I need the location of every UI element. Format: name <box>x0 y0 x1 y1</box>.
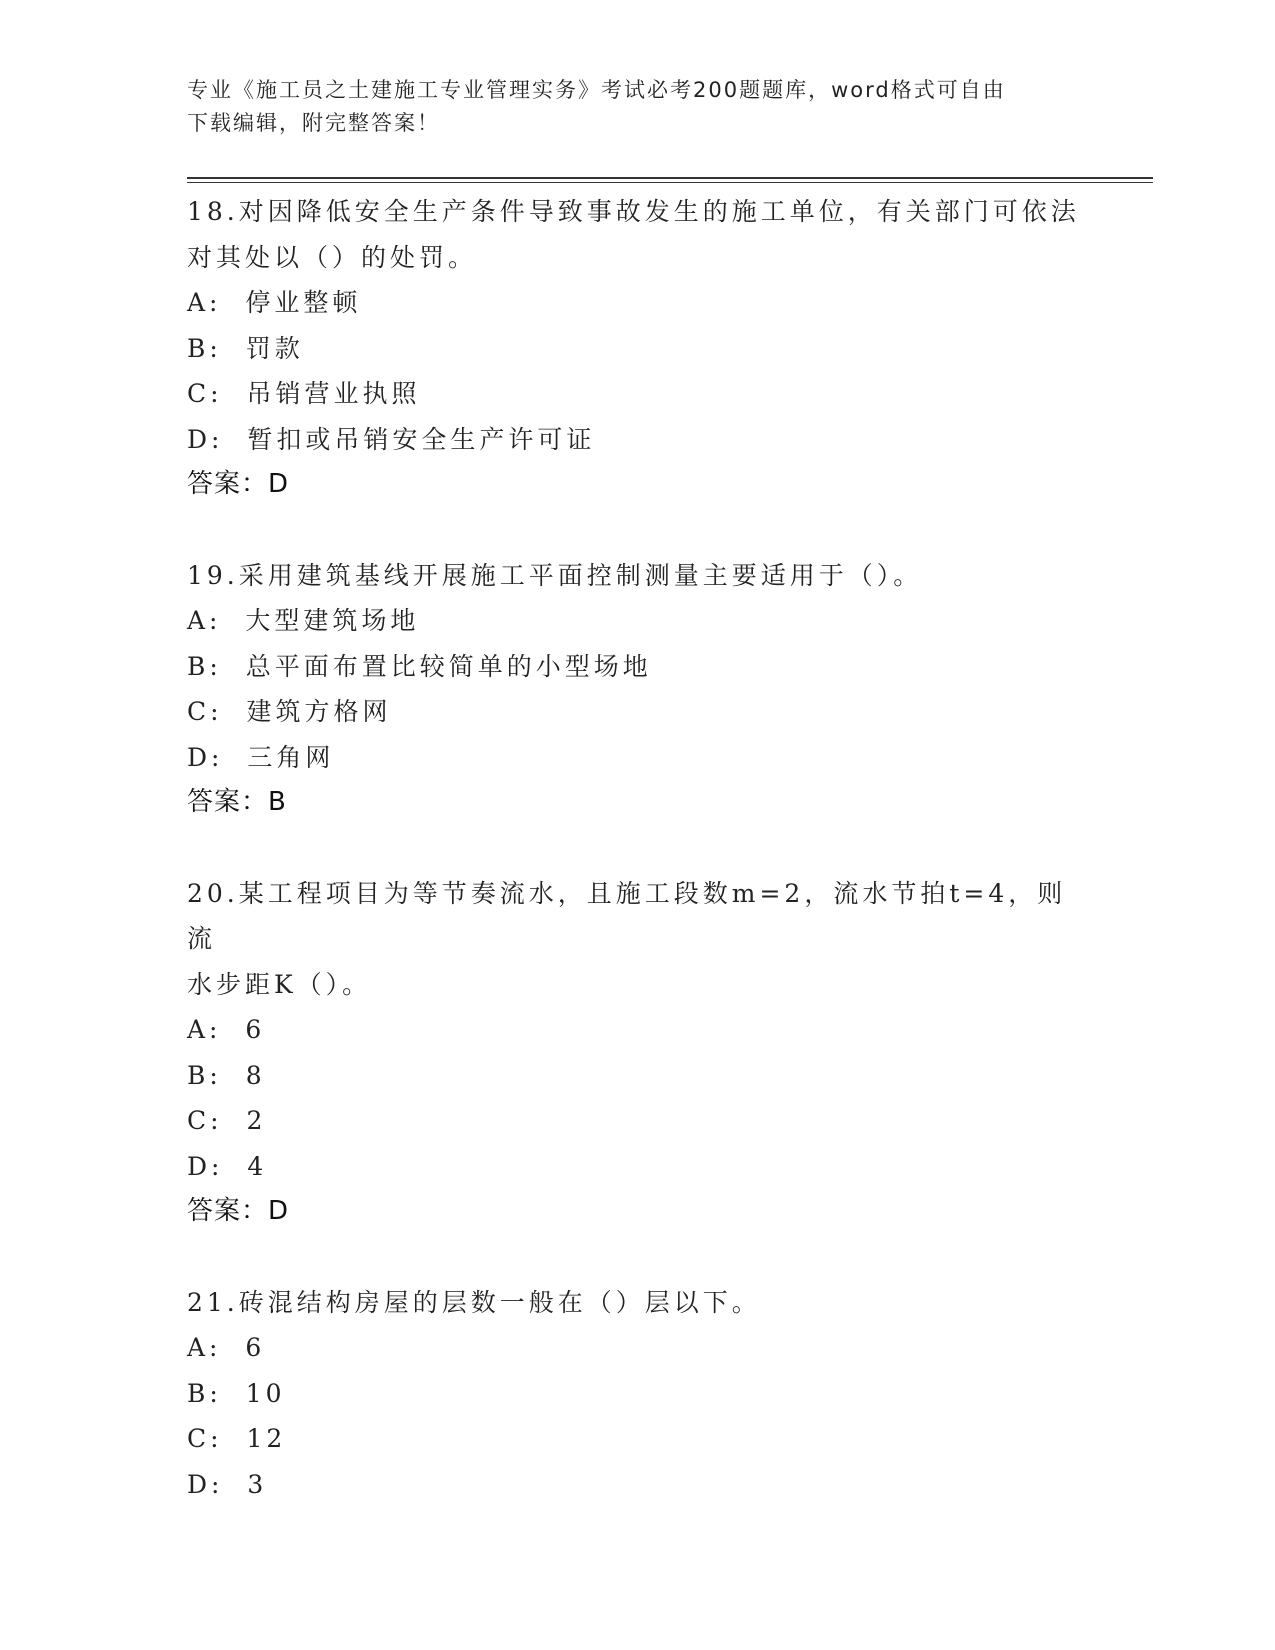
option-a: A: 6 <box>187 1015 266 1044</box>
question-20 <box>187 871 1087 1235</box>
answer-line: 答案：D <box>187 469 290 499</box>
option-b: B: 罚款 <box>187 333 304 363</box>
option-a: A: 大型建筑场地 <box>187 606 420 635</box>
option-c: C: 建筑方格网 <box>187 697 392 726</box>
option-c: C: 12 <box>187 1424 287 1453</box>
option-d: D: 三角网 <box>187 742 335 772</box>
option-b: B: 8 <box>187 1060 266 1090</box>
question-stem-line: 对其处以（）的处罚。 <box>187 242 478 272</box>
option-d: D: 暂扣或吊销安全生产许可证 <box>187 424 596 454</box>
header-divider-thin <box>187 182 1153 183</box>
answer-line: 答案：D <box>187 1196 290 1226</box>
option-a: A: 停业整顿 <box>187 288 362 317</box>
question-19 <box>187 553 1087 826</box>
option-b: B: 总平面布置比较简单的小型场地 <box>187 651 652 681</box>
option-d: D: 4 <box>187 1151 268 1181</box>
question-stem-line: 19.采用建筑基线开展施工平面控制测量主要适用于（）。 <box>187 560 923 590</box>
question-18 <box>187 189 1087 508</box>
answer-line: 答案：B <box>187 787 287 817</box>
question-stem-line: 20.某工程项目为等节奏流水，且施工段数m=2，流水节拍t=4，则流 <box>187 878 1067 953</box>
header-line-1: 专业《施工员之土建施工专业管理实务》考试必考200题题库，word格式可自由 <box>187 78 1006 102</box>
question-stem-line: 水步距K（）。 <box>187 969 372 999</box>
question-stem-line: 18.对因降低安全生产条件导致事故发生的施工单位，有关部门可依法 <box>187 197 1080 226</box>
option-b: B: 10 <box>187 1378 286 1408</box>
option-c: C: 2 <box>187 1106 267 1135</box>
header-divider-thick <box>187 177 1153 179</box>
question-list <box>187 189 1087 1552</box>
question-21 <box>187 1280 1087 1508</box>
document-header <box>187 74 1087 140</box>
option-d: D: 3 <box>187 1469 268 1499</box>
option-a: A: 6 <box>187 1333 266 1362</box>
header-line-2: 下载编辑，附完整答案！ <box>187 111 440 135</box>
option-c: C: 吊销营业执照 <box>187 379 421 408</box>
question-stem-line: 21.砖混结构房屋的层数一般在（）层以下。 <box>187 1287 761 1317</box>
